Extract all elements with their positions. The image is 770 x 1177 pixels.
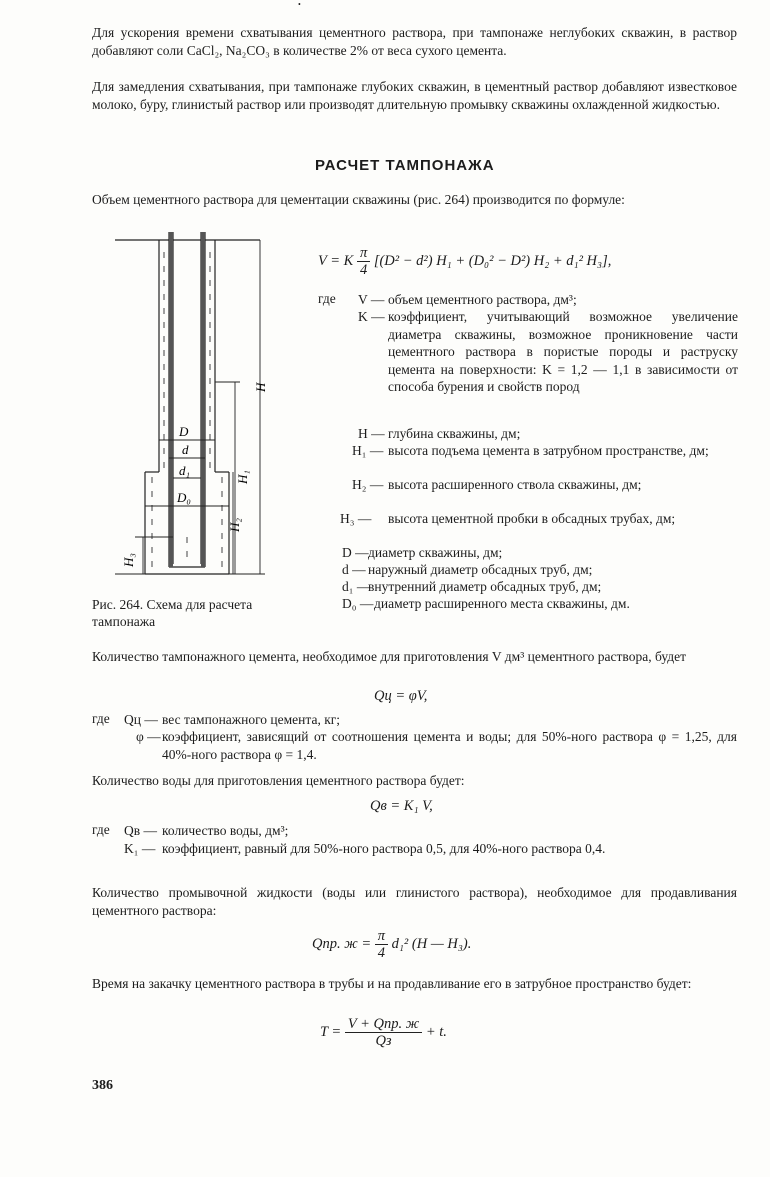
- section-heading: РАСЧЕТ ТАМПОНАЖА: [315, 157, 495, 174]
- paragraph-accelerate: Для ускорения времени схватывания цементного раствора, при тампонаже неглубоких скважин, в раствор добавляют соли CaCl₂, Na₂CO₃ в количестве 2% от веса сухого цемента.: [92, 25, 737, 58]
- formula-water: Qв = K₁ V,: [370, 798, 433, 814]
- paragraph-volume-intro: Объем цементного раствора для цементации скважины (рис. 264) производится по формуле:: [92, 192, 625, 207]
- figure-264-well-diagram: [115, 232, 280, 592]
- figure-label-H3: H₃: [121, 553, 136, 567]
- figure-caption: Рис. 264. Схема для расчета тампонажа: [92, 597, 253, 629]
- paragraph-retard: Для замедления схватывания, при тампонаже глубоких скважин, в цементный раствор добавляют известковое молоко, буру, глинистый раствор или производят длительную промывку скважины охлажденной жидкостью.: [92, 79, 737, 112]
- formula-time: T = $\frac{\text{V + Qпр. ж}}{Qз}$ + t.: [320, 1016, 447, 1049]
- top-dot: •: [298, 0, 301, 9]
- formula-flushing: Qпр. ж = $\frac{\pi}{4}$ d₁² (H — H₃).: [312, 928, 472, 961]
- where-label-1: где: [318, 291, 336, 306]
- paragraph-flushing-fluid: Количество промывочной жидкости (воды или глинистого раствора), необходимое для продавливания цементного раствора:: [92, 885, 737, 918]
- paragraph-pumping-time: Время на закачку цементного раствора в трубы и на продавливание его в затрубное пространство будет:: [92, 976, 692, 991]
- formula-volume: V = K $\frac{\pi}{4}$ [(D² − d²) H₁ + (D₀² − D²) H₂ + d₁² H₃],: [318, 245, 612, 278]
- figure-label-H2: H₂: [227, 518, 242, 532]
- formula-cement-weight: Qц = φV,: [374, 688, 428, 704]
- figure-label-H: H: [253, 382, 268, 392]
- where-label-3: где: [92, 822, 110, 837]
- page-number: 386: [92, 1078, 113, 1093]
- paragraph-water-amount: Количество воды для приготовления цементного раствора будет:: [92, 773, 465, 788]
- figure-label-d: d: [182, 442, 189, 457]
- figure-label-d1: d₁: [179, 463, 191, 478]
- figure-label-D: D: [179, 424, 189, 439]
- figure-label-H1: H₁: [235, 470, 250, 484]
- paragraph-cement-amount: Количество тампонажного цемента, необходимое для приготовления V дм³ цементного раствора, будет: [92, 649, 686, 664]
- where-label-2: где: [92, 711, 110, 726]
- figure-label-D0: D₀: [177, 490, 191, 505]
